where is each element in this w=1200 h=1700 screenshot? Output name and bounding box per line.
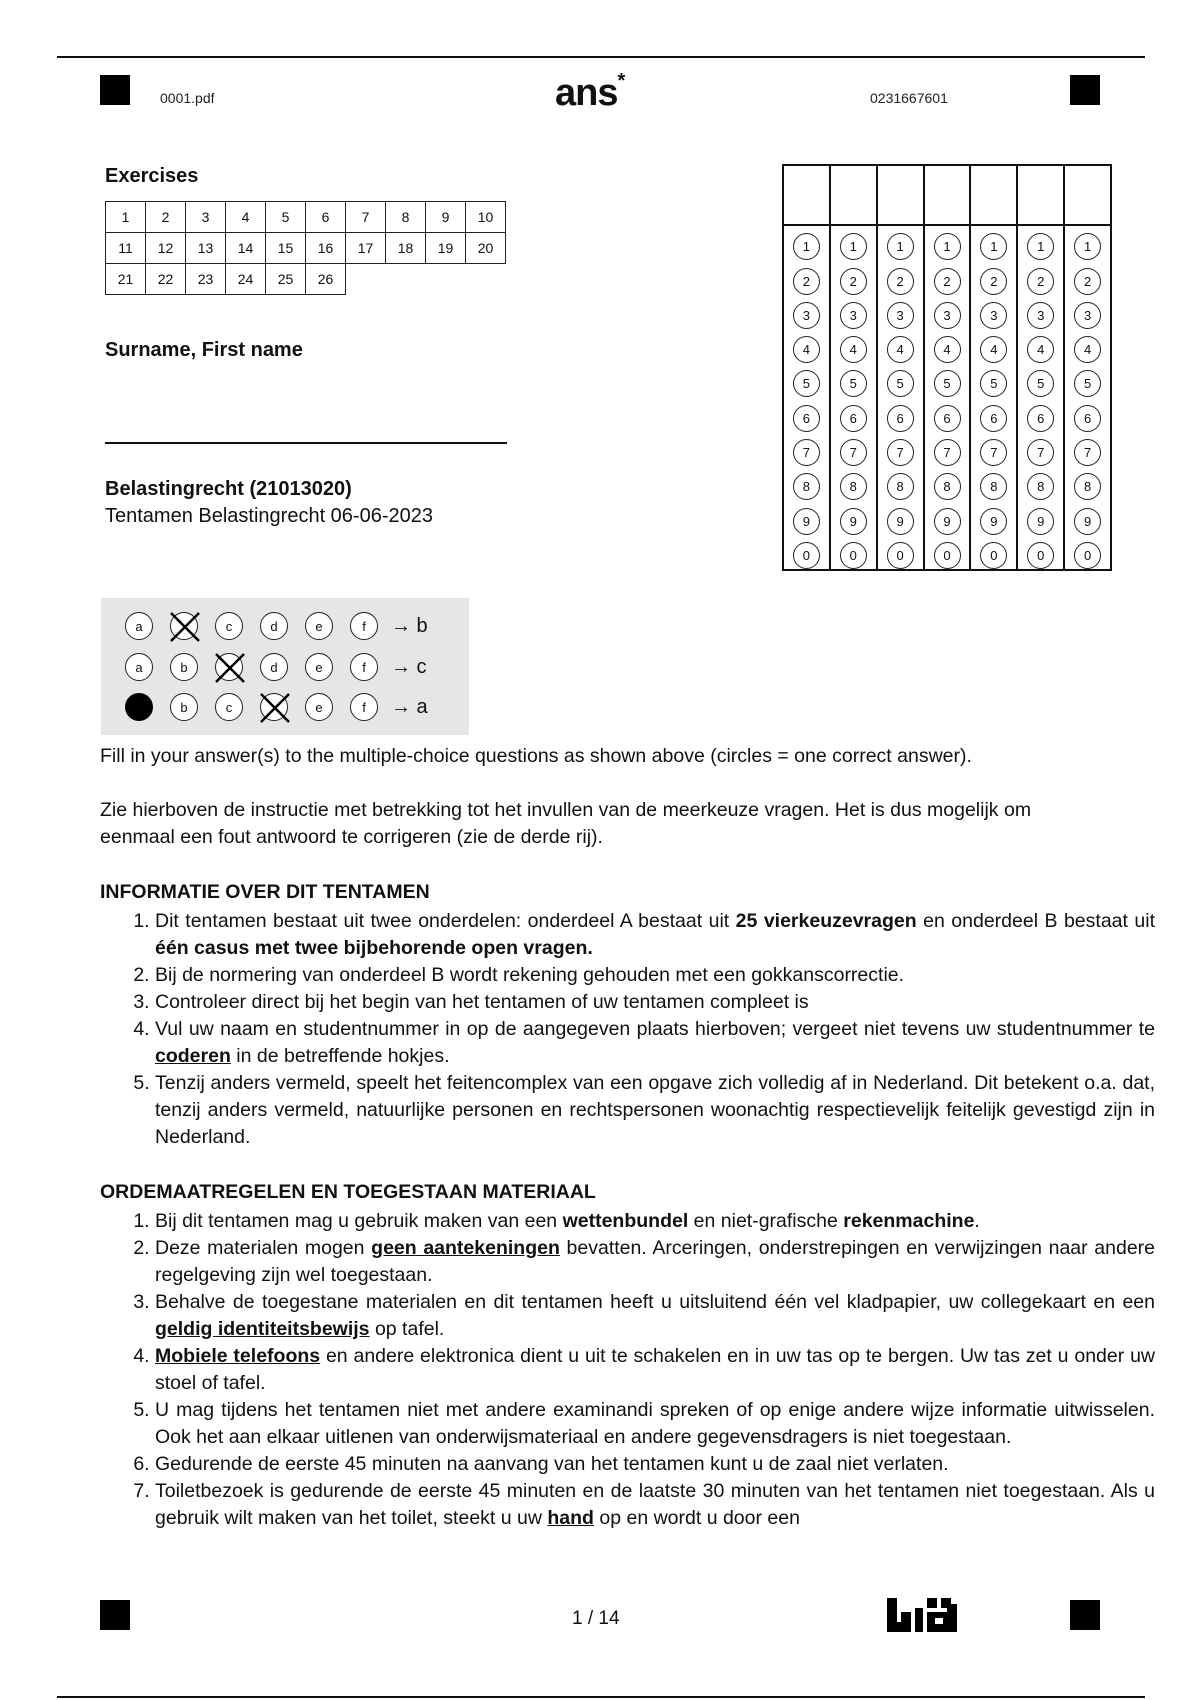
student-number-bubble[interactable]: 0 xyxy=(980,542,1007,569)
student-number-bubble[interactable]: 2 xyxy=(1027,268,1054,295)
student-number-bubble[interactable]: 5 xyxy=(1074,370,1101,397)
top-rule xyxy=(57,56,1145,58)
student-number-bubble[interactable]: 1 xyxy=(840,233,867,260)
student-number-bubble[interactable]: 9 xyxy=(1027,508,1054,535)
answer-bubble-d: d xyxy=(260,653,288,681)
example-answer: → c xyxy=(391,655,427,678)
answer-bubble-a: a xyxy=(125,653,153,681)
student-number-digit-box[interactable] xyxy=(1018,166,1063,226)
student-number-bubble[interactable]: 9 xyxy=(793,508,820,535)
student-number-bubble[interactable]: 9 xyxy=(934,508,961,535)
student-number-digit-box[interactable] xyxy=(878,166,923,226)
rules-title: ORDEMAATREGELEN EN TOEGESTAAN MATERIAAL xyxy=(100,1181,596,1203)
student-number-bubble[interactable]: 4 xyxy=(1027,336,1054,363)
instruction-english: Fill in your answer(s) to the multiple-choice questions as shown above (circles = one correct answer). xyxy=(100,745,972,767)
student-number-bubble[interactable]: 4 xyxy=(934,336,961,363)
answer-bubble-f: f xyxy=(350,693,378,721)
answer-bubble-f: f xyxy=(350,612,378,640)
exercises-grid xyxy=(105,201,506,295)
instruction-dutch: Zie hierboven de instructie met betrekking tot het invullen van de meerkeuze vragen. Het is dus mogelijk om eenmaal een fout antwoord te corrigeren (zie de derde rij). xyxy=(100,799,1032,848)
student-number-bubble[interactable]: 3 xyxy=(793,302,820,329)
exercise-cell[interactable]: 12 xyxy=(146,233,186,264)
student-number-digit-box[interactable] xyxy=(1065,166,1110,226)
student-number-digit-box[interactable] xyxy=(971,166,1016,226)
answer-bubble-e: e xyxy=(305,693,333,721)
student-number-bubble[interactable]: 0 xyxy=(934,542,961,569)
student-number-bubble[interactable]: 5 xyxy=(840,370,867,397)
student-number-bubble[interactable]: 8 xyxy=(1074,473,1101,500)
student-number-bubble[interactable]: 9 xyxy=(887,508,914,535)
rule-item-7: 7. Toiletbezoek is gedurende de eerste 45 minuten en de laatste 30 minuten van het tentamen niet toegestaan. Als u gebruik wilt maken van het toilet, steekt u uw hand op en wordt u door een xyxy=(155,1478,1155,1532)
exercise-cell[interactable]: 26 xyxy=(306,264,346,295)
page-number: 1 / 14 xyxy=(572,1608,620,1629)
info-title: INFORMATIE OVER DIT TENTAMEN xyxy=(100,881,430,903)
student-number-bubble[interactable]: 7 xyxy=(980,439,1007,466)
info-item-3: 3. Controleer direct bij het begin van het tentamen of uw tentamen compleet is xyxy=(155,989,1155,1016)
answer-bubble-e: e xyxy=(305,653,333,681)
example-row-2 xyxy=(125,650,427,684)
example-answer: → a xyxy=(391,695,428,718)
student-number-bubble[interactable]: 2 xyxy=(1074,268,1101,295)
student-number-bubble[interactable]: 9 xyxy=(1074,508,1101,535)
student-number-bubble[interactable]: 5 xyxy=(980,370,1007,397)
student-number-grid xyxy=(782,164,1112,571)
exercise-cell[interactable]: 18 xyxy=(386,233,426,264)
rule-item-5: 5. U mag tijdens het tentamen niet met andere examinandi spreken of op enige andere wijze informatie uitwisselen. Ook het aan elkaar uitlenen van onderwijsmateriaal en andere gegevensdragers is niet toegestaan. xyxy=(155,1397,1155,1451)
student-number-bubble[interactable]: 0 xyxy=(793,542,820,569)
corner-marker-top-left xyxy=(100,75,130,105)
student-number-bubble[interactable]: 8 xyxy=(793,473,820,500)
exercise-cell-empty xyxy=(386,264,426,295)
rule-item-4: 4. Mobiele telefoons en andere elektronica dient u uit te schakelen en in uw tas op te bergen. Uw tas zet u onder uw stoel of tafel. xyxy=(155,1343,1155,1397)
answer-bubble-e: e xyxy=(305,612,333,640)
student-number-bubble[interactable]: 4 xyxy=(980,336,1007,363)
exercise-cell[interactable]: 21 xyxy=(106,264,146,295)
student-number-bubble[interactable]: 3 xyxy=(887,302,914,329)
student-number-column xyxy=(829,166,876,569)
exercise-cell-empty xyxy=(466,264,506,295)
student-number-bubble[interactable]: 5 xyxy=(887,370,914,397)
name-label: Surname, First name xyxy=(105,339,303,361)
student-number-bubble[interactable]: 7 xyxy=(840,439,867,466)
student-number-bubble[interactable]: 1 xyxy=(1074,233,1101,260)
student-number-bubble[interactable]: 6 xyxy=(840,405,867,432)
bottom-rule xyxy=(57,1696,1145,1698)
student-number-bubble[interactable]: 1 xyxy=(887,233,914,260)
student-number-bubble[interactable]: 8 xyxy=(1027,473,1054,500)
exercise-cell[interactable]: 9 xyxy=(426,202,466,233)
exercise-cell[interactable]: 25 xyxy=(266,264,306,295)
info-item-4: 4. Vul uw naam en studentnummer in op de aangegeven plaats hierboven; vergeet niet tevens uw studentnummer te coderen in de betreffende hokjes. xyxy=(155,1016,1155,1070)
rule-item-2: 2. Deze materialen mogen geen aantekeningen bevatten. Arceringen, onderstrepingen en verwijzingen naar andere regelgeving zijn wel toegestaan. xyxy=(155,1235,1155,1289)
student-number-bubble[interactable]: 4 xyxy=(793,336,820,363)
student-number-bubble[interactable]: 7 xyxy=(793,439,820,466)
rule-item-3: 3. Behalve de toegestane materialen en dit tentamen heeft u uitsluitend één vel kladpapier, uw collegekaart en een geldig identiteitsbewijs op tafel. xyxy=(155,1289,1155,1343)
student-number-bubble[interactable]: 3 xyxy=(980,302,1007,329)
student-number-bubble[interactable]: 0 xyxy=(1027,542,1054,569)
student-number-bubble[interactable]: 2 xyxy=(793,268,820,295)
student-number-bubble[interactable]: 1 xyxy=(980,233,1007,260)
student-number-bubble[interactable]: 2 xyxy=(934,268,961,295)
info-item-5: 5. Tenzij anders vermeld, speelt het feitencomplex van een opgave zich volledig af in Nederland. Dit betekent o.a. dat, tenzij anders vermeld, natuurlijke personen en rechtspersonen woonachtig respectievelijk feitelijk gevestigd zijn in Nederland. xyxy=(155,1070,1155,1151)
student-number-digit-box[interactable] xyxy=(925,166,970,226)
document-code: 0231667601 xyxy=(870,90,948,106)
corner-marker-bottom-right xyxy=(1070,1600,1100,1630)
corner-marker-bottom-left xyxy=(100,1600,130,1630)
exercise-cell[interactable]: 13 xyxy=(186,233,226,264)
student-number-bubble[interactable]: 5 xyxy=(793,370,820,397)
student-number-bubble[interactable]: 1 xyxy=(934,233,961,260)
student-number-bubble[interactable]: 6 xyxy=(1074,405,1101,432)
exercise-cell[interactable]: 19 xyxy=(426,233,466,264)
student-number-bubble[interactable]: 5 xyxy=(934,370,961,397)
exercise-row xyxy=(106,264,506,295)
exercise-cell[interactable]: 5 xyxy=(266,202,306,233)
exercise-cell[interactable]: 17 xyxy=(346,233,386,264)
ans-logo xyxy=(555,70,625,114)
filled-bubble-a xyxy=(125,693,153,721)
page-barcode-icon xyxy=(887,1598,957,1632)
course-title: Belastingrecht (21013020) xyxy=(105,478,352,500)
file-name: 0001.pdf xyxy=(160,90,215,106)
student-number-bubble[interactable]: 3 xyxy=(840,302,867,329)
student-number-bubble[interactable]: 8 xyxy=(934,473,961,500)
corner-marker-top-right xyxy=(1070,75,1100,105)
example-row-3 xyxy=(125,690,428,724)
student-number-bubble[interactable]: 2 xyxy=(887,268,914,295)
student-number-bubble[interactable]: 7 xyxy=(1074,439,1101,466)
student-number-bubble[interactable]: 9 xyxy=(980,508,1007,535)
exercise-cell[interactable]: 4 xyxy=(226,202,266,233)
exercise-cell[interactable]: 15 xyxy=(266,233,306,264)
student-number-column xyxy=(784,166,829,569)
exercise-cell-empty xyxy=(426,264,466,295)
student-number-bubble[interactable]: 2 xyxy=(840,268,867,295)
student-number-bubble[interactable]: 6 xyxy=(980,405,1007,432)
exercise-cell[interactable]: 10 xyxy=(466,202,506,233)
answer-bubble-c: c xyxy=(215,612,243,640)
student-number-bubble[interactable]: 6 xyxy=(1027,405,1054,432)
exercises-label: Exercises xyxy=(105,165,199,187)
student-number-bubble[interactable]: 8 xyxy=(840,473,867,500)
student-number-bubble[interactable]: 4 xyxy=(840,336,867,363)
student-number-bubble[interactable]: 6 xyxy=(793,405,820,432)
exercise-cell[interactable]: 2 xyxy=(146,202,186,233)
student-number-column xyxy=(923,166,970,569)
info-list xyxy=(100,908,1155,1151)
student-number-bubble[interactable]: 7 xyxy=(934,439,961,466)
example-answer: → b xyxy=(391,614,428,637)
crossed-bubble-d xyxy=(260,693,288,721)
student-number-bubble[interactable]: 9 xyxy=(840,508,867,535)
exercise-cell[interactable]: 22 xyxy=(146,264,186,295)
student-number-column xyxy=(1063,166,1110,569)
answer-bubble-b: b xyxy=(170,653,198,681)
student-number-bubble[interactable]: 7 xyxy=(887,439,914,466)
student-number-bubble[interactable]: 0 xyxy=(840,542,867,569)
exercise-cell[interactable]: 16 xyxy=(306,233,346,264)
crossed-bubble-c xyxy=(215,653,243,681)
course-subtitle: Tentamen Belastingrecht 06-06-2023 xyxy=(105,505,433,527)
answer-bubble-f: f xyxy=(350,653,378,681)
exercise-cell[interactable]: 3 xyxy=(186,202,226,233)
answer-bubble-b: b xyxy=(170,693,198,721)
exercise-cell[interactable]: 1 xyxy=(106,202,146,233)
exercise-cell[interactable]: 14 xyxy=(226,233,266,264)
student-number-bubble[interactable]: 0 xyxy=(1074,542,1101,569)
student-number-bubble[interactable]: 5 xyxy=(1027,370,1054,397)
name-write-line[interactable] xyxy=(105,442,507,444)
student-number-bubble[interactable]: 4 xyxy=(1074,336,1101,363)
exercise-row xyxy=(106,233,506,264)
answer-bubble-a: a xyxy=(125,612,153,640)
info-item-2: 2. Bij de normering van onderdeel B wordt rekening gehouden met een gokkanscorrectie. xyxy=(155,962,1155,989)
student-number-bubble[interactable]: 8 xyxy=(980,473,1007,500)
student-number-bubble[interactable]: 6 xyxy=(934,405,961,432)
student-number-digit-box[interactable] xyxy=(831,166,876,226)
student-number-bubble[interactable]: 7 xyxy=(1027,439,1054,466)
example-row-1 xyxy=(125,609,428,643)
student-number-digit-box[interactable] xyxy=(784,166,829,226)
student-number-bubble[interactable]: 8 xyxy=(887,473,914,500)
answer-bubble-c: c xyxy=(215,693,243,721)
student-number-column xyxy=(1016,166,1063,569)
crossed-bubble-b xyxy=(170,612,198,640)
student-number-bubble[interactable]: 4 xyxy=(887,336,914,363)
exercise-cell[interactable]: 23 xyxy=(186,264,226,295)
exercise-row xyxy=(106,202,506,233)
student-number-bubble[interactable]: 6 xyxy=(887,405,914,432)
student-number-bubble[interactable]: 1 xyxy=(793,233,820,260)
student-number-bubble[interactable]: 3 xyxy=(1027,302,1054,329)
answer-example-box xyxy=(101,598,469,735)
rule-item-6: 6. Gedurende de eerste 45 minuten na aanvang van het tentamen kunt u de zaal niet verlaten. xyxy=(155,1451,1155,1478)
student-number-bubble[interactable]: 0 xyxy=(887,542,914,569)
logo-text: ans xyxy=(555,72,618,114)
student-number-column xyxy=(876,166,923,569)
student-number-bubble[interactable]: 3 xyxy=(934,302,961,329)
exercise-cell[interactable]: 7 xyxy=(346,202,386,233)
exercise-cell-empty xyxy=(346,264,386,295)
answer-bubble-d: d xyxy=(260,612,288,640)
student-number-bubble[interactable]: 3 xyxy=(1074,302,1101,329)
rules-list xyxy=(100,1208,1155,1532)
exercise-cell[interactable]: 11 xyxy=(106,233,146,264)
exercise-cell[interactable]: 6 xyxy=(306,202,346,233)
logo-mark: * xyxy=(617,70,625,93)
student-number-column xyxy=(969,166,1016,569)
student-number-bubble[interactable]: 2 xyxy=(980,268,1007,295)
student-number-bubble[interactable]: 1 xyxy=(1027,233,1054,260)
exercise-cell[interactable]: 20 xyxy=(466,233,506,264)
exercise-cell[interactable]: 8 xyxy=(386,202,426,233)
rule-item-1: 1. Bij dit tentamen mag u gebruik maken van een wettenbundel en niet-grafische rekenmachine. xyxy=(155,1208,1155,1235)
info-item-1: 1. Dit tentamen bestaat uit twee onderdelen: onderdeel A bestaat uit 25 vierkeuzevragen en onderdeel B bestaat uit één casus met twee bijbehorende open vragen. xyxy=(155,908,1155,962)
exercise-cell[interactable]: 24 xyxy=(226,264,266,295)
